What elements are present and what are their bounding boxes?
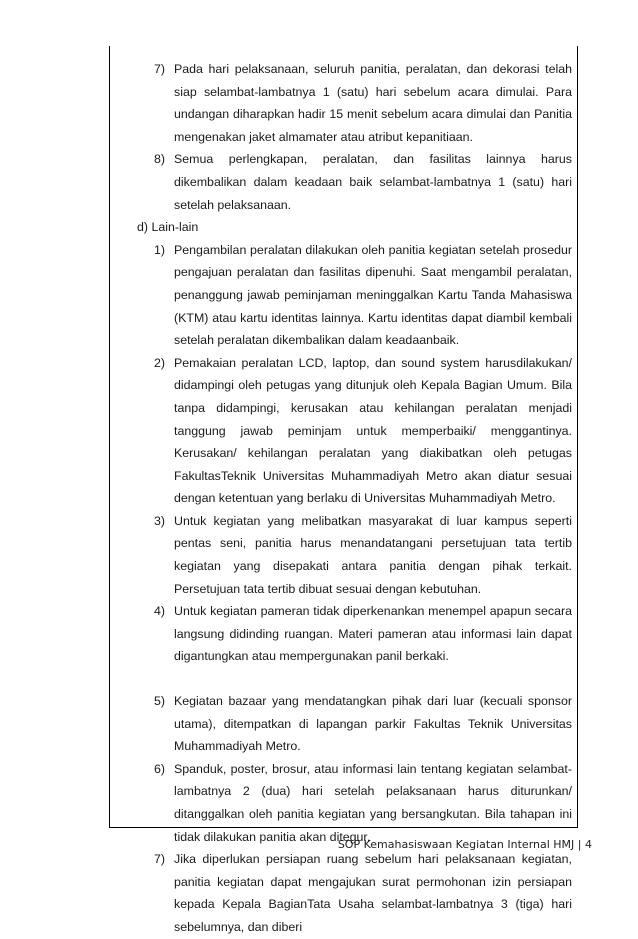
item-text: Pemakaian peralatan LCD, laptop, dan sound system harusdilakukan/ didampingi oleh petugas yang ditunjuk oleh Kepala Bagian Umum. Bila tanpa didampingi, kerusakan atau kehilangan peralatan menjadi tanggung jawab peminjam untuk memperbaiki/ menggantinya. Kerusakan/ kehilangan peralatan yang diakibatkan oleh petugas FakultasTeknik Universitas Muhammadiyah Metro akan diatur sesuai dengan ketentuan yang berlaku di Universitas Muhammadiyah Metro. — [174, 355, 572, 506]
item-text: Spanduk, poster, brosur, atau informasi lain tentang kegiatan selambat-lambatnya 2 (dua) hari setelah pelaksanaan harus diturunkan/ ditanggalkan oleh panitia kegiatan yang bersangkutan. Bila tahapan ini tidak dilakukan panitia akan ditegur. — [174, 761, 572, 844]
item-text: Semua perlengkapan, peralatan, dan fasilitas lainnya harus dikembalikan dalam keadaan baik selambat-lambatnya 1 (satu) hari setelah pelaksanaan. — [174, 152, 572, 212]
item-text: Jika diperlukan persiapan ruang sebelum hari pelaksanaan kegiatan, panitia kegiatan dapat mengajukan surat permohonan izin persiapan kepada Kepala BagianTata Usaha selambat-lambatnya 3 (tiga) hari sebelumnya, dan diberi — [174, 852, 572, 934]
item-number: 6) — [154, 761, 166, 776]
item-number: 7) — [154, 852, 166, 867]
section-heading: d) Lain-lain — [137, 220, 199, 235]
item-number: 8) — [154, 152, 166, 167]
list-item — [110, 510, 576, 600]
spacer — [110, 668, 576, 690]
item-number: 1) — [154, 242, 166, 257]
list-item — [110, 690, 576, 758]
page-footer: SOP Kemahasiswaan Kegiatan Internal HMJ | 4 — [337, 838, 592, 851]
item-number: 5) — [154, 694, 166, 709]
list-item — [110, 758, 576, 848]
list-item — [110, 148, 576, 216]
item-text: Untuk kegiatan yang melibatkan masyarakat di luar kampus seperti pentas seni, panitia harus menandatangani persetujuan tata tertib kegiatan yang disepakati antara panitia dengan pihak terkait. Persetujuan tata tertib dibuat sesuai dengan kebutuhan. — [174, 513, 572, 596]
item-number: 3) — [154, 513, 166, 528]
document-body — [110, 58, 576, 939]
list-item — [110, 58, 576, 148]
item-number: 7) — [154, 62, 166, 76]
list-item — [110, 600, 576, 668]
item-text: Pengambilan peralatan dilakukan oleh panitia kegiatan setelah prosedur pengajuan peralatan dan fasilitas dipenuhi. Saat mengambil peralatan, penanggung jawab peminjaman meninggalkan Kartu Tanda Mahasiswa (KTM) atau kartu identitas lainnya. Kartu identitas dapat diambil kembali setelah peralatan dikembalikan dalam keadaanbaik. — [174, 242, 572, 348]
list-item — [110, 239, 576, 352]
list-item — [110, 848, 576, 938]
item-text: Pada hari pelaksanaan, seluruh panitia, peralatan, dan dekorasi telah siap selambat-lambatnya 1 (satu) hari sebelum acara dimulai. Para undangan diharapkan hadir 15 menit sebelum acara dimulai dan Panitia mengenakan jaket almamater atau atribut kepanitiaan. — [174, 62, 572, 144]
item-number: 2) — [154, 355, 166, 370]
item-number: 4) — [154, 604, 166, 619]
item-text: Untuk kegiatan pameran tidak diperkenankan menempel apapun secara langsung didinding ruangan. Materi pameran atau informasi lain dapat digantungkan atau mempergunakan panil berkaki. — [174, 604, 572, 664]
item-text: Kegiatan bazaar yang mendatangkan pihak dari luar (kecuali sponsor utama), ditempatkan di lapangan parkir Fakultas Teknik Universitas Muhammadiyah Metro. — [174, 694, 572, 754]
list-item — [110, 352, 576, 510]
